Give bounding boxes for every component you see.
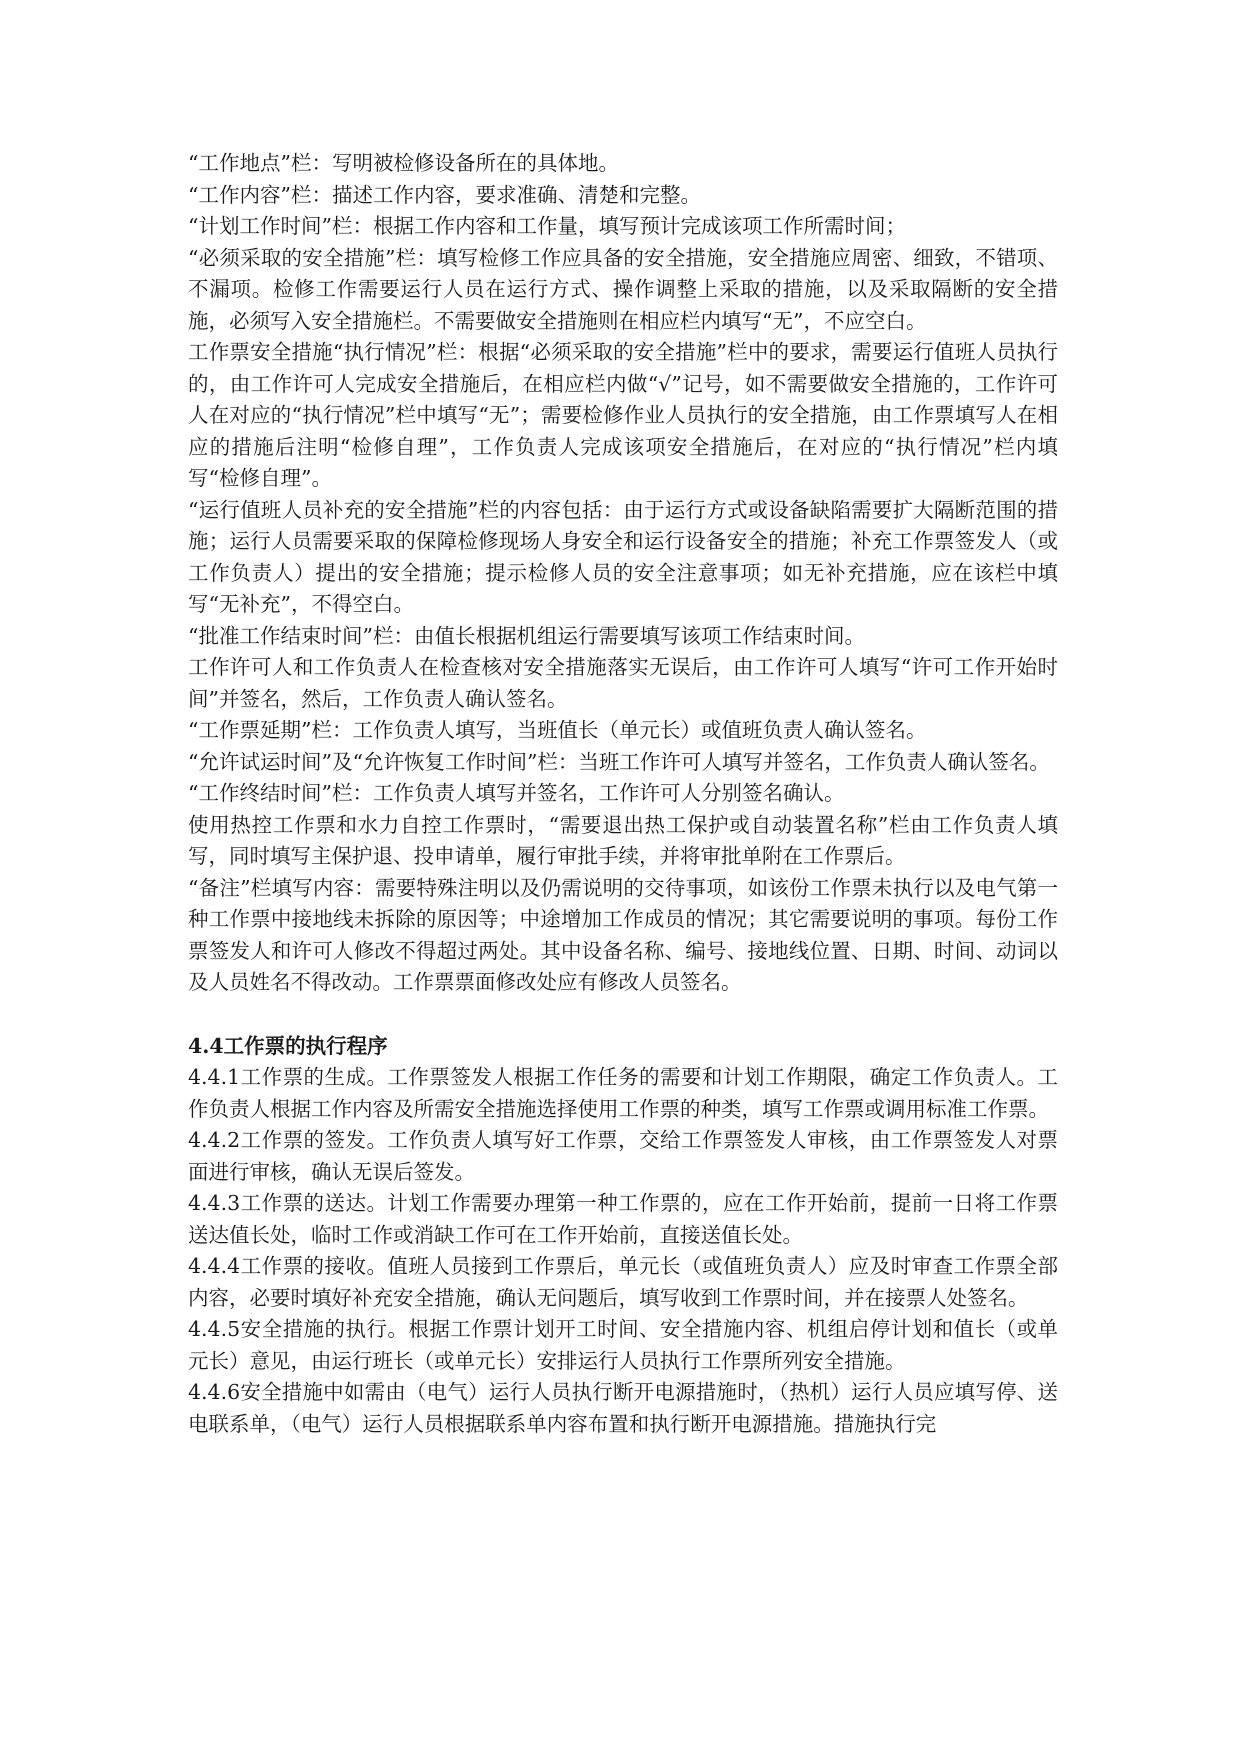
section-spacer [188,999,1058,1031]
paragraph-planned-time: “计划工作时间”栏：根据工作内容和工作量，填写预计完成该项工作所需时间； [188,214,906,238]
section-heading: 4.4工作票的执行程序 [188,1033,388,1058]
paragraph-supplementary-measures: “运行值班人员补充的安全措施”栏的内容包括：由于运行方式或设备缺陷需要扩大隔断范围的措施；运行人员需要采取的保障检修现场人身安全和运行设备安全的措施；补充工作票签发人（或工作负责人）提出的安全措施；提示检修人员的安全注意事项；如无补充措施，应在该栏中填写“无补充”，不得空白。 [188,497,1058,616]
paragraph-work-content: “工作内容”栏：描述工作内容，要求准确、清楚和完整。 [188,182,701,207]
paragraph-thermal-control: 使用热控工作票和水力自控工作票时，“需要退出热工保护或自动装置名称”栏由工作负责人填写，同时填写主保护退、投申请单，履行审批手续，并将审批单附在工作票后。 [188,812,1058,868]
paragraph-required-safety-measures: “必须采取的安全措施”栏：填写检修工作应具备的安全措施，安全措施应周密、细致，不错项、不漏项。检修工作需要运行人员在运行方式、操作调整上采取的措施，以及采取隔断的安全措施，必须写入安全措施栏。不需要做安全措施则在相应栏内填写“无”，不应空白。 [188,245,1058,333]
paragraph-4-4-3: 4.4.3工作票的送达。计划工作需要办理第一种工作票的，应在工作开始前，提前一日将工作票送达值长处，临时工作或消缺工作可在工作开始前，直接送值长处。 [188,1191,1058,1247]
paragraph-extension: “工作票延期”栏：工作负责人填写，当班值长（单元长）或值班负责人确认签名。 [188,718,927,742]
paragraph-4-4-2: 4.4.2工作票的签发。工作负责人填写好工作票，交给工作票签发人审核，由工作票签发人对票面进行审核，确认无误后签发。 [188,1128,1058,1184]
paragraph-approved-end-time: “批准工作结束时间”栏：由值长根据机组运行需要填写该项工作结束时间。 [188,623,865,648]
document-page [188,148,1058,1440]
paragraph-permit-start: 工作许可人和工作负责人在检查核对安全措施落实无误后，由工作许可人填写“许可工作开始时间”并签名，然后，工作负责人确认签名。 [188,655,1058,711]
paragraph-4-4-4: 4.4.4工作票的接收。值班人员接到工作票后，单元长（或值班负责人）应及时审查工作票全部内容，必要时填好补充安全措施，确认无问题后，填写收到工作票时间，并在接票人处签名。 [188,1254,1058,1310]
paragraph-4-4-1: 4.4.1工作票的生成。工作票签发人根据工作任务的需要和计划工作期限，确定工作负责人。工作负责人根据工作内容及所需安全措施选择使用工作票的种类，填写工作票或调用标准工作票。 [188,1065,1058,1121]
paragraph-remarks: “备注”栏填写内容：需要特殊注明以及仍需说明的交待事项，如该份工作票未执行以及电气第一种工作票中接地线未拆除的原因等；中途增加工作成员的情况；其它需要说明的事项。每份工作票签发人和许可人修改不得超过两处。其中设备名称、编号、接地线位置、日期、时间、动词以及人员姓名不得改动。工作票票面修改处应有修改人员签名。 [188,875,1058,994]
paragraph-4-4-6: 4.4.6安全措施中如需由（电气）运行人员执行断开电源措施时，（热机）运行人员应填写停、送电联系单，（电气）运行人员根据联系单内容布置和执行断开电源措施。措施执行完 [188,1380,1058,1436]
paragraph-trial-run: “允许试运时间”及“允许恢复工作时间”栏：当班工作许可人填写并签名，工作负责人确认签名。 [188,749,1050,774]
paragraph-4-4-5: 4.4.5安全措施的执行。根据工作票计划开工时间、安全措施内容、机组启停计划和值长（或单元长）意见，由运行班长（或单元长）安排运行人员执行工作票所列安全措施。 [188,1317,1058,1373]
paragraph-execution-status: 工作票安全措施“执行情况”栏：根据“必须采取的安全措施”栏中的要求，需要运行值班人员执行的，由工作许可人完成安全措施后，在相应栏内做“√”记号，如不需要做安全措施的，工作许可人在对应的“执行情况”栏中填写“无”；需要检修作业人员执行的安全措施，由工作票填写人在相应的措施后注明“检修自理”，工作负责人完成该项安全措施后，在对应的“执行情况”栏内填写“检修自理”。 [188,340,1058,490]
paragraph-work-location: “工作地点”栏：写明被检修设备所在的具体地。 [188,151,619,175]
paragraph-termination-time: “工作终结时间”栏：工作负责人填写并签名，工作许可人分别签名确认。 [188,781,845,805]
